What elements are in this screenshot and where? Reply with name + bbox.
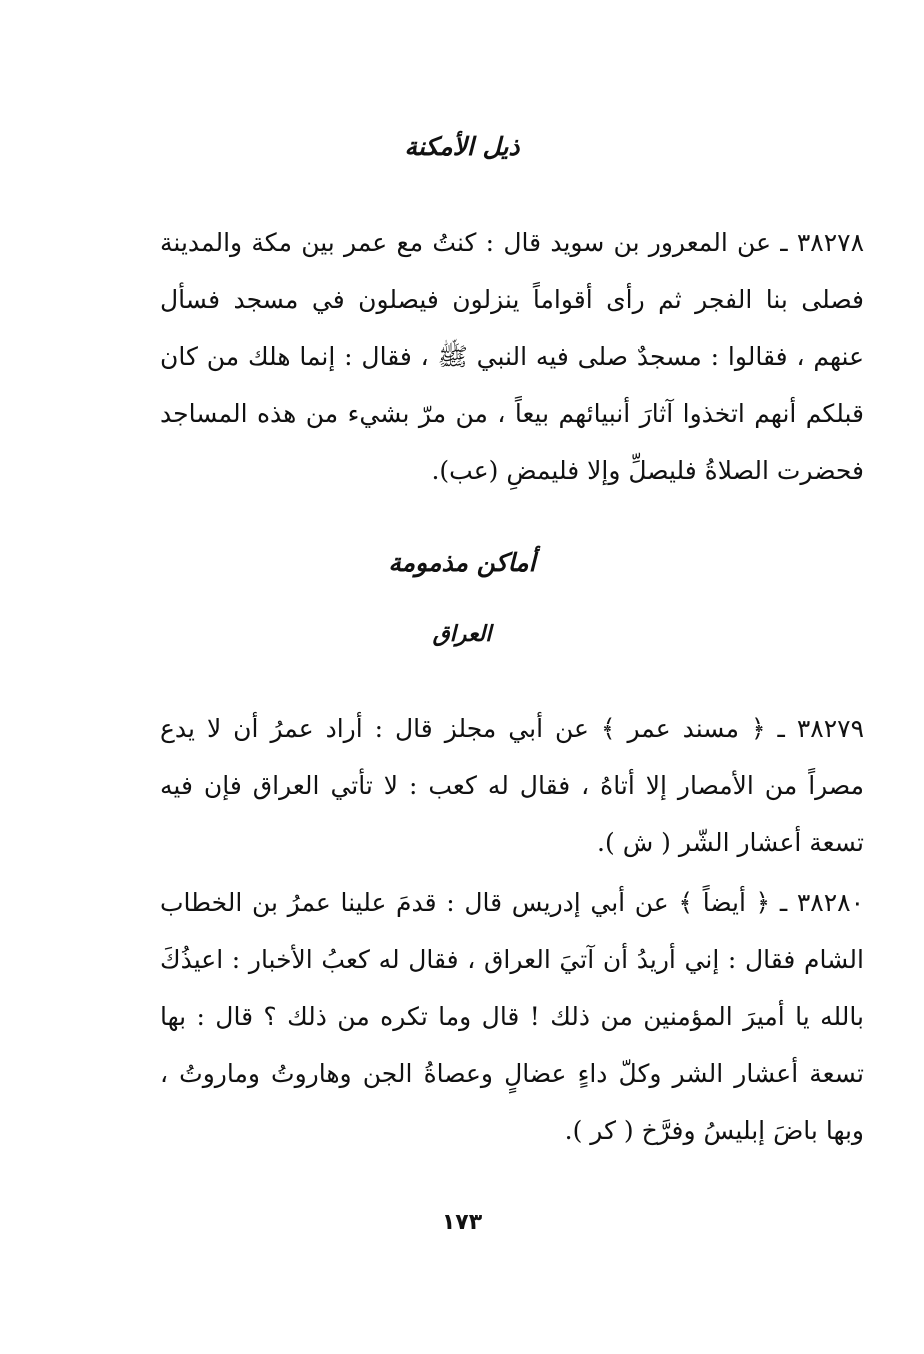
subsection-heading: العراق — [432, 622, 492, 647]
section-heading: أماكن مذمومة — [388, 548, 536, 577]
chapter-heading: ذيل الأمكنة — [404, 132, 520, 161]
page-number: ١٧٣ — [441, 1210, 483, 1235]
hadith-paragraph-38280: ٣٨٢٨٠ ـ ﴿ أيضاً ﴾ عن أبي إدريس قال : قدمَ علينا عمرُ بن الخطاب الشام فقال : إني أريدُ أن آتيَ العراق ، فقال له كعبُ الأخبار : اعيذُكَ بالله يا أميرَ المؤمنين من ذلك ! قال وما تكره من ذلك ؟ قال : بها تسعة أعشار الشر وكلّ داءٍ عضالٍ وعصاةُ الجن وهاروتُ وماروتُ ، وبها باضَ إبليسُ وفرَّخ ( كر ). — [160, 888, 864, 1145]
hadith-paragraph-38279: ٣٨٢٧٩ ـ ﴿ مسند عمر ﴾ عن أبي مجلز قال : أراد عمرُ أن لا يدع مصراً من الأمصار إلا أتاهُ ، فقال له كعب : لا تأتي العراق فإن فيه تسعة أعشار الشّر ( ش ). — [160, 714, 864, 857]
hadith-paragraph-38278: ٣٨٢٧٨ ـ عن المعرور بن سويد قال : كنتُ مع عمر بين مكة والمدينة فصلى بنا الفجر ثم رأى أقواماً ينزلون فيصلون في مسجد فسأل عنهم ، فقالوا : مسجدٌ صلى فيه النبي ﷺ ، فقال : إنما هلك من كان قبلكم أنهم اتخذوا آثارَ أنبيائهم بيعاً ، من مرّ بشيء من هذه المساجد فحضرت الصلاةُ فليصلِّ وإلا فليمضِ (عب). — [160, 228, 864, 485]
